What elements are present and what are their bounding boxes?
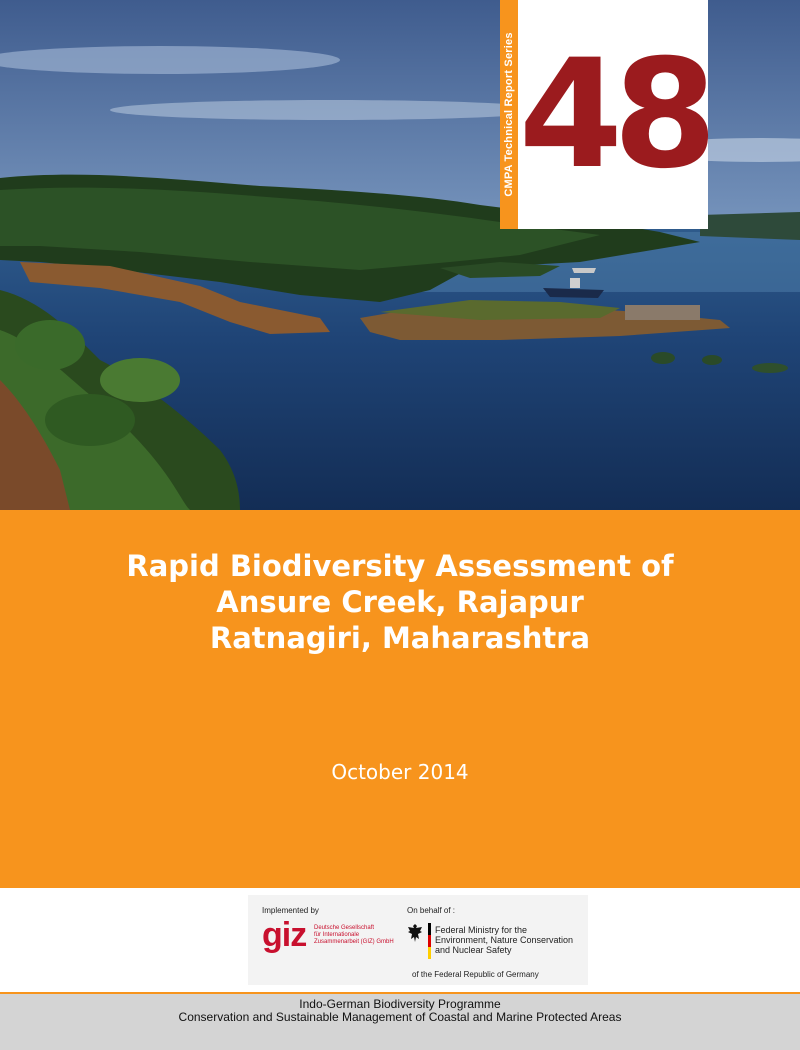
report-title-line: Ansure Creek, Rajapur (216, 585, 584, 619)
series-number: 48 (518, 28, 708, 202)
giz-logo: giz (262, 916, 307, 954)
ministry-line: Federal Ministry for the (435, 925, 528, 935)
giz-description-line: für Internationale (314, 932, 360, 938)
ministry-name (435, 925, 573, 955)
german-flag-bar (428, 923, 431, 959)
footer-divider (0, 992, 800, 994)
ministry-line: Environment, Nature Conservation (435, 935, 574, 945)
report-title-line: Ratnagiri, Maharashtra (209, 621, 591, 655)
implemented-by-label: Implemented by (262, 906, 319, 915)
series-name: CMPA Technical Report Series (503, 32, 515, 197)
giz-description (314, 925, 414, 946)
federal-eagle-icon (406, 923, 424, 943)
programme-subtitle: Conservation and Sustainable Management of Coastal and Marine Protected Areas (178, 1010, 622, 1024)
footer-text (0, 998, 800, 1024)
on-behalf-label: On behalf of : (407, 906, 456, 915)
report-title-line: Rapid Biodiversity Assessment of (126, 549, 674, 583)
giz-description-line: Deutsche Gesellschaft (314, 925, 375, 931)
report-date: October 2014 (331, 760, 469, 784)
giz-description-line: Zusammenarbeit (GIZ) GmbH (314, 939, 394, 945)
programme-name: Indo-German Biodiversity Programme (299, 997, 501, 1011)
ministry-line: and Nuclear Safety (435, 945, 512, 955)
republic-label: of the Federal Republic of Germany (412, 970, 539, 979)
report-title (0, 548, 800, 656)
